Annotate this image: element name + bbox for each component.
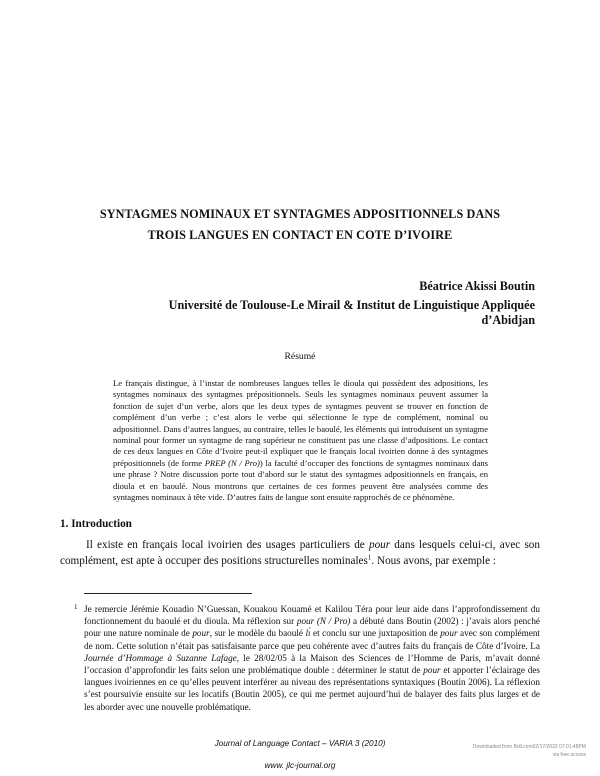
footnote-divider xyxy=(84,593,252,594)
footnote-text: Je remercie Jérémie Kouadio N’Guessan, Kouakou Kouamé et Kalilou Téra pour leur aide dans l’approfondissement du fonctionnement du baoulé et du dioula. Ma réflexion sur xyxy=(84,604,540,627)
introduction-paragraph xyxy=(60,537,540,569)
footnote-text: , sur le modèle du baoulé xyxy=(209,628,306,639)
paragraph-emphasis: pour xyxy=(368,539,391,551)
footnote-emphasis: lɩ́ xyxy=(305,628,311,639)
footnote-emphasis: pour xyxy=(423,665,441,676)
paragraph-text: Il existe en français local ivoirien des usages particuliers de xyxy=(86,539,369,551)
affiliation-line-2: d’Abidjan xyxy=(481,313,535,327)
journal-footer: Journal of Language Contact – VARIA 3 (2010) xyxy=(214,739,386,748)
abstract-heading: Résumé xyxy=(284,351,316,362)
footnote-number: 1 xyxy=(74,603,78,611)
footnote-text: a débuté dans Boutin (2002) : j’avais alors penché pour une nature nominale de xyxy=(84,616,540,639)
title-line-2: TROIS LANGUES EN CONTACT EN COTE D’IVOIRE xyxy=(147,228,453,242)
footnote-text: et conclu sur une juxtaposition de xyxy=(310,628,441,639)
footnote-emphasis: pour xyxy=(440,628,458,639)
title-line-1: SYNTAGMES NOMINAUX ET SYNTAGMES ADPOSITIONNELS DANS xyxy=(99,207,501,221)
download-stamp xyxy=(473,743,586,759)
download-line-2: via free access xyxy=(552,752,586,758)
journal-website[interactable]: www. jlc-journal.org xyxy=(264,761,336,770)
footnote-text: , le 28/02/05 à la Maison des Sciences de l’Homme de Paris, m’avait donné l’occasion d’approfondir les faits selon une problématique double : déterminer le statut de xyxy=(84,652,540,676)
footnote-1 xyxy=(74,603,540,713)
footnote-emphasis: pour (N / Pro) xyxy=(296,616,351,627)
abstract-text-2: ) la faculté d’occuper des fonctions de syntagmes nominaux dans une phrase ? Notre discussion porte tout d’abord sur le statut des syntagmes adpositionnels en français, en dioula et en baoulé. Nous montrons que certaines de ces formes peuvent être analysées comme des syntagmes nominaux à tête vide. D’autres faits de langue sont ensuite rapprochés de ce phénomène. xyxy=(113,457,488,503)
paragraph-text: . Nous avons, par exemple : xyxy=(371,555,496,567)
abstract-body xyxy=(113,378,488,503)
footnote-reference[interactable]: 1 xyxy=(367,553,372,562)
paragraph-text: dans lesquels celui-ci, avec son complément, est apte à occuper des positions structurelles nominales xyxy=(60,539,540,567)
abstract-text-1: Le français distingue, à l’instar de nombreuses langues telles le dioula qui possèdent des adpositions, les syntagmes nominaux des syntagmes prépositionnels. Seuls les syntagmes nominaux peuvent assumer la fonction de sujet d’un verbe, alors que les deux types de syntagmes peuvent se trouver en fonction de complément d’un verbe ; c’est alors le verbe qui sélectionne le type de complément, nominal ou adpositionnel. Dans d’autres langues, au contraire, telles le baoulé, les éléments qui introduisent un syntagme nominal pour former un syntagme de rang supérieur ne constituent pas une classe d’adpositions. Le contact de ces deux langues en Côte d’Ivoire peut-il expliquer que le français local ivoirien donne à des syntagmes prépositionnels (de forme xyxy=(113,378,488,468)
footnote-emphasis: pour xyxy=(192,628,210,639)
article-title xyxy=(60,204,540,246)
author-affiliation xyxy=(95,298,535,328)
section-heading-introduction: 1. Introduction xyxy=(60,518,132,530)
footnote-emphasis: Journée d’Hommage à Suzanne Lafage xyxy=(84,652,237,663)
abstract-formula: PREP (N / Pro) xyxy=(204,457,260,468)
footnote-text: et apporter l’éclairage des langues ivoiriennes en ce qu’elles peuvent interférer au niveau des représentations syntaxiques (Boutin 2006). La réflexion s’est poursuivie ensuite sur les locatifs (Boutin 2005), ce qui me permet aujourd’hui de balayer des faits plus larges et de les aborder avec une nouvelle problématique. xyxy=(84,665,540,712)
affiliation-line-1: Université de Toulouse-Le Mirail & Institut de Linguistique Appliquée xyxy=(168,298,535,312)
footnote-text: avec son complément de nom. Cette solution n’était pas satisfaisante parce que peu cohérente avec d’autres faits du français de Côte d’Ivoire. La xyxy=(84,628,540,651)
download-line-1: Downloaded from Brill.com02/17/2022 07:01:48PM xyxy=(472,744,586,750)
author-name: Béatrice Akissi Boutin xyxy=(419,279,535,293)
